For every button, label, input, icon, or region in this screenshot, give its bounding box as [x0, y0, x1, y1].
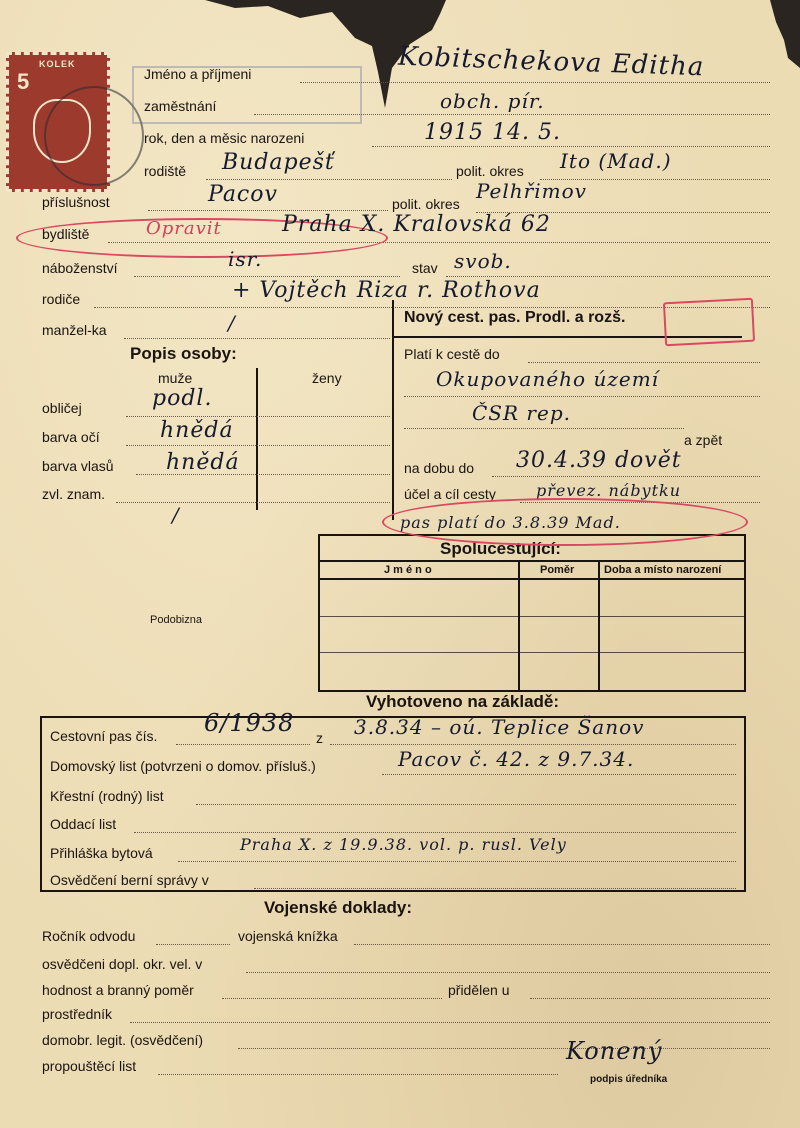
- label-domovsky: Domovský list (potvrzeni o domov. přísluš.): [50, 758, 316, 774]
- label-barva-oci: barva očí: [42, 429, 100, 445]
- hw-purpose: převez. nábytku: [536, 481, 682, 500]
- hw-valid: pas platí do 3.8.39 Mad.: [400, 513, 621, 532]
- label-pridelen: přidělen u: [448, 982, 510, 998]
- dots-domovsky: [382, 774, 736, 775]
- hw-religion: isr.: [228, 247, 263, 271]
- hw-occupation: obch. pír.: [440, 89, 545, 113]
- label-barva-vlasu: barva vlasů: [42, 458, 114, 474]
- heading-popis: Popis osoby:: [130, 344, 237, 363]
- label-nabozenstvi: náboženství: [42, 260, 118, 276]
- hw-belonging-okres: Pelhřimov: [476, 179, 587, 203]
- label-plati: Platí k cestě do: [404, 346, 500, 362]
- label-polit-okres-2: polit. okres: [392, 196, 460, 212]
- stamp-label: KOLEK: [39, 59, 76, 69]
- dots-krestni: [196, 804, 736, 805]
- dots-prostrednik: [130, 1022, 770, 1023]
- dots-osvedceni: [254, 888, 736, 889]
- col-doba: Doba a místo narození: [604, 564, 722, 576]
- label-zamestnani: zaměstnání: [144, 98, 217, 114]
- hw-until: 30.4.39 dovět: [516, 448, 682, 473]
- red-box-rozs: [663, 298, 755, 347]
- popis-divider: [256, 368, 258, 510]
- dots-manzel: [124, 338, 390, 339]
- hw-pas-from: 3.8.34 – oú. Teplice Šanov: [354, 715, 645, 739]
- label-muze: muže: [158, 370, 193, 386]
- label-krestni: Křestní (rodný) list: [50, 788, 164, 804]
- dots-prislusnost: [148, 210, 388, 211]
- label-knizka: vojenská knížka: [238, 928, 338, 944]
- label-oddaci: Oddací list: [50, 816, 117, 832]
- label-rodiste: rodiště: [144, 163, 187, 179]
- hw-hair: hnědá: [166, 450, 240, 475]
- label-stav: stav: [412, 260, 438, 276]
- hw-destination-2: ČSR rep.: [472, 401, 571, 425]
- label-manzel: manžel-ka: [42, 322, 107, 338]
- label-osvedceni: Osvědčení berní správy v: [50, 872, 209, 888]
- stamp-value: 5: [17, 69, 30, 94]
- label-a-zpet: a zpět: [684, 432, 723, 448]
- basis-title: Vyhotoveno na základě:: [366, 692, 560, 711]
- label-propousteci: propouštěcí list: [42, 1058, 137, 1074]
- postmark-circle: [44, 86, 144, 186]
- label-jmeno: Jméno a příjmeni: [144, 66, 252, 82]
- companions-row-2: [318, 652, 746, 653]
- dots-narozeni: [372, 146, 770, 147]
- dots-domobr: [238, 1048, 770, 1049]
- dots-cestovni: [176, 744, 310, 745]
- hw-spouse: /: [228, 311, 236, 335]
- dots-plati: [528, 362, 760, 363]
- dots-pridelen: [530, 998, 770, 999]
- dots-barva-oci: [126, 445, 390, 446]
- passport-heading: Nový cest. pas. Prodl. a rozš.: [404, 309, 626, 326]
- col-pomer: Poměr: [540, 564, 575, 576]
- companions-title-rule: [318, 560, 746, 562]
- label-bydliste: bydliště: [42, 226, 90, 242]
- companions-title: Spolucestující:: [440, 539, 561, 558]
- dots-nabozenstvi: [134, 276, 400, 277]
- companions-col-1: [518, 560, 520, 690]
- label-ucel: účel a cíl cesty: [404, 486, 496, 502]
- label-hodnost: hodnost a branný poměr: [42, 982, 194, 998]
- label-zvl-znam: zvl. znam.: [42, 486, 106, 502]
- label-z: z: [316, 730, 323, 746]
- dots-propousteci: [158, 1074, 558, 1075]
- dots-zvl-znam: [116, 502, 390, 503]
- dots-knizka: [354, 944, 770, 945]
- dots-zamestnani: [254, 114, 770, 115]
- label-podpis: podpis úředníka: [590, 1074, 668, 1085]
- label-rocnik: Ročník odvodu: [42, 928, 136, 944]
- hw-domov: Pacov č. 42. z 9.7.34.: [398, 747, 635, 771]
- hw-belonging: Pacov: [208, 182, 278, 207]
- hw-birthdate: 1915 14. 5.: [424, 120, 561, 145]
- dots-z: [330, 744, 736, 745]
- col-jmeno: J m é n o: [384, 564, 432, 576]
- dots-dest-1: [404, 396, 760, 397]
- dots-hodnost: [222, 998, 442, 999]
- dots-stav: [446, 276, 770, 277]
- dots-rocnik: [156, 944, 230, 945]
- hw-eyes: hnědá: [160, 418, 234, 443]
- hw-marks: /: [172, 503, 180, 527]
- hw-status: svob.: [454, 249, 512, 273]
- hw-face: podl.: [152, 386, 213, 411]
- companions-header-rule: [318, 578, 746, 580]
- dots-dest-2: [404, 428, 684, 429]
- passport-box-left: [392, 300, 394, 520]
- dots-na-dobu: [492, 476, 760, 477]
- hw-parents: + Vojtěch Riza r. Rothova: [232, 278, 541, 303]
- companions-row-1: [318, 616, 746, 617]
- companions-col-2: [598, 560, 600, 690]
- hw-destination-1: Okupovaného území: [436, 367, 660, 391]
- label-domobr: domobr. legit. (osvědčení): [42, 1032, 204, 1048]
- label-cestovni: Cestovní pas čís.: [50, 728, 158, 744]
- label-rodice: rodiče: [42, 291, 81, 307]
- dots-prihlaska: [178, 861, 736, 862]
- hw-residence: Praha X. Kralovská 62: [282, 212, 551, 237]
- dots-oblicej: [126, 416, 390, 417]
- label-dopl: osvědčeni dopl. okr. vel. v: [42, 956, 203, 972]
- label-narozeni: rok, den a měsic narozeni: [144, 130, 305, 146]
- label-podobizna: Podobizna: [150, 614, 202, 626]
- label-prostrednik: prostředník: [42, 1006, 113, 1022]
- hw-signature: Konený: [566, 1037, 663, 1065]
- label-oblicej: obličej: [42, 400, 82, 416]
- hw-residence-red: Opravit: [146, 218, 222, 239]
- label-prislusnost: příslušnost: [42, 194, 110, 210]
- hw-name: Kobitschekova Editha: [397, 41, 705, 83]
- dots-rodiste: [206, 179, 452, 180]
- label-zeny: ženy: [312, 370, 342, 386]
- hw-birthplace: Budapešť: [222, 150, 335, 175]
- dots-oddaci: [134, 832, 736, 833]
- hw-prihlaska: Praha X. z 19.9.38. vol. p. rusl. Vely: [240, 835, 567, 854]
- hw-pas-num: 6/1938: [204, 709, 295, 737]
- military-title: Vojenské doklady:: [264, 898, 413, 917]
- label-na-dobu: na dobu do: [404, 460, 475, 476]
- label-polit-okres-1: polit. okres: [456, 163, 524, 179]
- label-prihlaska: Přihláška bytová: [50, 845, 153, 861]
- hw-birth-okres: Ito (Mad.): [560, 149, 672, 173]
- dots-dopl: [246, 972, 770, 973]
